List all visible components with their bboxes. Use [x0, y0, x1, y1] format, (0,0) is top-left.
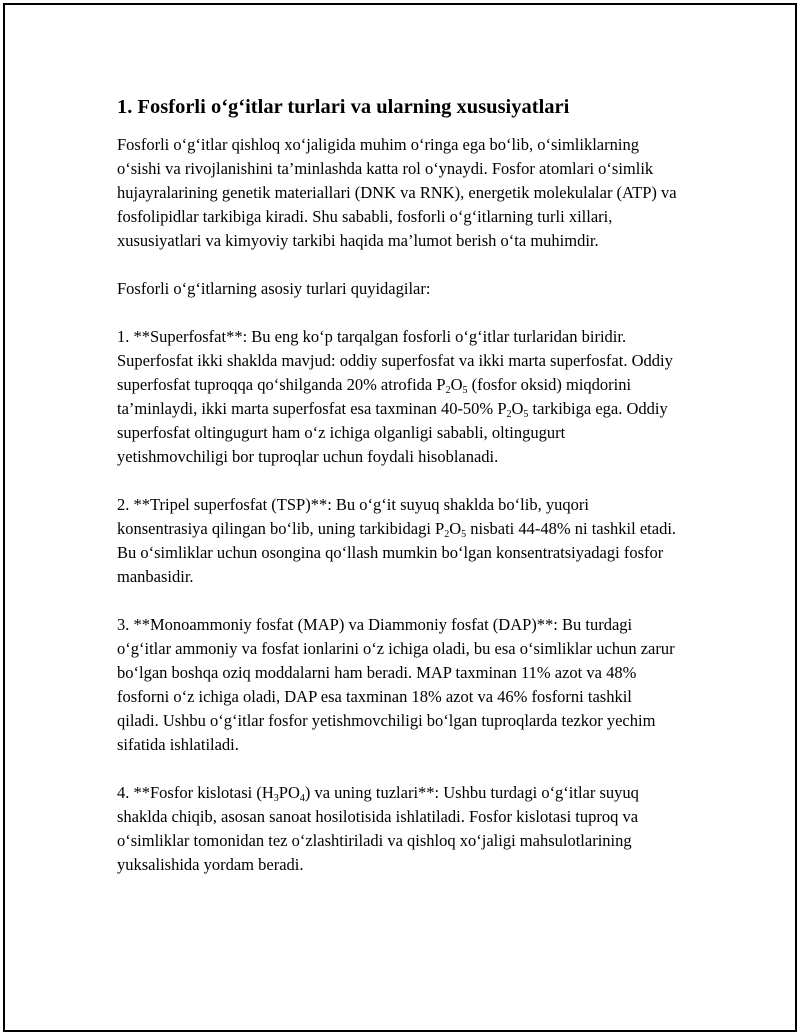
- document-body: [117, 94, 677, 901]
- item4-text-a: 4. **Fosfor kislotasi (: [117, 783, 262, 802]
- formula-p2o5: $P_2O_5$: [436, 375, 468, 396]
- list-item-map-dap: 3. **Monoammoniy fosfat (MAP) va Diammoniy fosfat (DAP)**: Bu turdagi o‘g‘itlar ammoniy va fosfat ionlarini o‘z ichiga oladi, bu esa o‘simliklar uchun zarur bo‘lgan boshqa oziq moddalarni ham beradi. MAP taxminan 11% azot va 48% fosforni o‘z ichiga oladi, DAP esa taxminan 18% azot va 46% fosforni tashkil qiladi. Ushbu o‘g‘itlar fosfor yetishmovchiligi bo‘lgan tuproqlarda tezkor yechim sifatida ishlatiladi.: [117, 615, 675, 754]
- item1-text-b: (fosfor oksid) miqdorini ta’minlaydi, ikki marta superfosfat esa taxminan 40-50%: [117, 375, 632, 418]
- intro-paragraph: Fosforli o‘g‘itlar qishloq xo‘jaligida muhim o‘ringa ega bo‘lib, o‘simliklarning o‘sishi va rivojlanishini ta’minlashda katta rol o‘ynaydi. Fosfor atomlari o‘simlik hujayralarining genetik materiallari (DNK va RNK), energetik molekulalar (ATP) va fosfolipidlar tarkibiga kiradi. Shu sababli, fosforli o‘g‘itlarning turli xillari, xususiyatlari va kimyoviy tarkibi haqida ma’lumot berish o‘ta muhimdir.: [117, 135, 677, 250]
- formula-p2o5: $P_2O_5$: [497, 399, 529, 420]
- item2-text-a: 2. **Tripel superfosfat (TSP)**: Bu o‘g‘it suyuq shaklda bo‘lib, yuqori konsentrasiya qilingan bo‘lib, uning tarkibidagi: [117, 495, 589, 538]
- item1-text-c: tarkibiga ega. Oddiy superfosfat oltingugurt ham o‘z ichiga olganligi sababli, oltingugurt yetishmovchiligi bor tuproqlar uchun foydali hisoblanadi.: [117, 399, 668, 466]
- formula-h3po4: $H_3PO_4$: [261, 783, 305, 804]
- list-item-fosfor-kislotasi: [117, 781, 677, 877]
- list-intro-paragraph: Fosforli o‘g‘itlarning asosiy turlari quyidagilar:: [117, 279, 431, 298]
- section-heading: 1. Fosforli o‘g‘itlar turlari va ularning xususiyatlari: [117, 96, 570, 118]
- item4-text-b: ) va uning tuzlari**: Ushbu turdagi o‘g‘itlar suyuq shaklda chiqib, asosan sanoat hosilotisida ishlatiladi. Fosfor kislotasi tuproq va o‘simliklar tomonidan tez o‘zlashtiriladi va qishloq xo‘jaligi mahsulotlarining yuksalishida yordam beradi.: [117, 783, 639, 874]
- item2-text-b: nisbati 44-48% ni tashkil etadi. Bu o‘simliklar uchun osongina qo‘llash mumkin bo‘lgan konsentratsiyadagi fosfor manbasidir.: [117, 519, 677, 586]
- item1-text-a: 1. **Superfosfat**: Bu eng ko‘p tarqalgan fosforli o‘g‘itlar turlaridan biridir. Superfosfat ikki shaklda mavjud: oddiy superfosfat va ikki marta superfosfat. Oddiy superfosfat tuproqqa qo‘shilganda 20% atrofida: [117, 327, 673, 394]
- list-item-tripel-superfosfat: [117, 493, 677, 589]
- formula-p2o5: $P_2O_5$: [435, 519, 467, 540]
- list-item-superfosfat: [117, 325, 677, 469]
